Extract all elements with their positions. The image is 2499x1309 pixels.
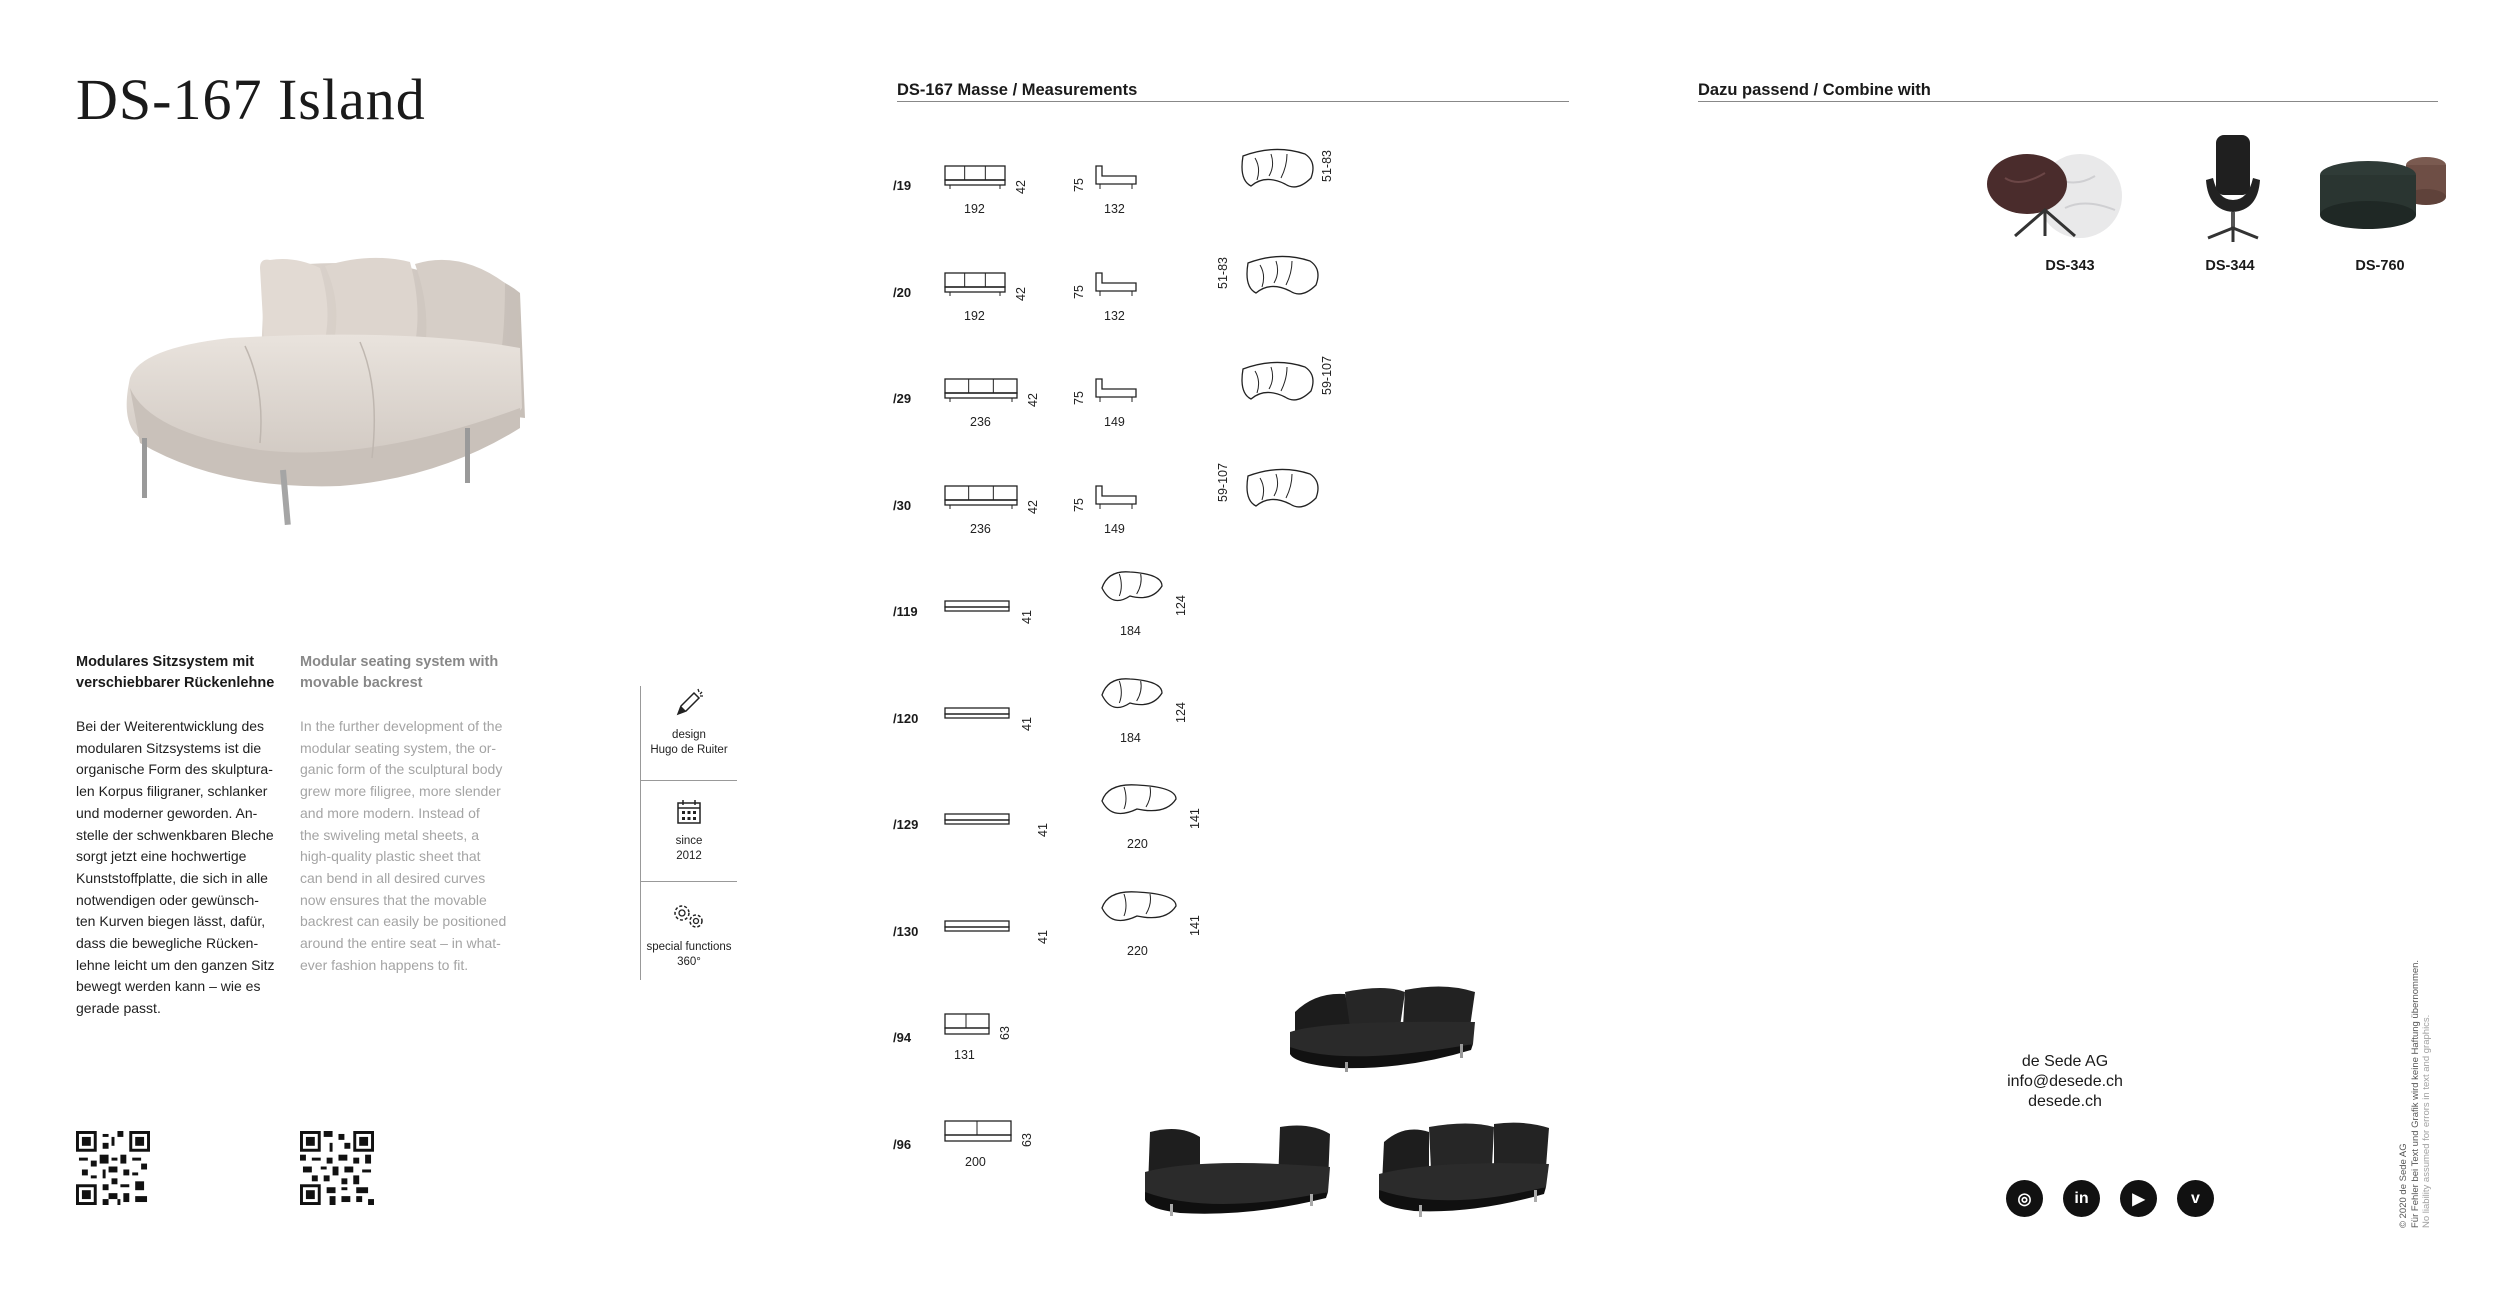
- side-view-drawing: [1092, 482, 1140, 510]
- front-view-drawing: [944, 484, 1018, 510]
- row-code: /119: [893, 604, 918, 619]
- plan-depth-dim: 124: [1174, 595, 1188, 616]
- plan-width-dim: 184: [1120, 624, 1141, 638]
- plan-width-dim: 184: [1120, 730, 1141, 745]
- plan-view-drawing: [1235, 357, 1319, 417]
- side-view-drawing: [1092, 162, 1140, 190]
- front-height-dim: 42: [1026, 393, 1040, 407]
- disclaimer-de: Für Fehler bei Text und Grafik wird keine Haftung übernommen.: [2409, 959, 2421, 1228]
- en-text: In the further development of the modular seating system, the or- ganic form of the sculptural body grew more filigree, more slender and more modern. Instead of the swiveling metal sheets, a high-quality plastic sheet that can bend in all desired curves now ensures that the movable backrest can easily be positioned around the entire seat – in what- ever fashion happens to fit.: [300, 718, 507, 973]
- front-width-dim: 200: [965, 1154, 986, 1169]
- fact-divider: [641, 881, 737, 882]
- fact-design: [641, 686, 737, 758]
- youtube-icon[interactable]: ▶: [2120, 1180, 2157, 1217]
- product-label-ds344[interactable]: DS-344: [2205, 258, 2255, 274]
- combine-rule: [1698, 101, 2438, 102]
- side-depth-dim: 132: [1104, 202, 1125, 216]
- qr-code-en[interactable]: [300, 1131, 374, 1205]
- front-height-dim: 42: [1014, 180, 1028, 194]
- plan-depth-dim: 59-107: [1320, 356, 1334, 395]
- front-width-dim: 236: [970, 521, 991, 536]
- measurements-rule: [897, 101, 1569, 102]
- qr-code-de[interactable]: [76, 1131, 150, 1205]
- company-name: de Sede AG: [2021, 1053, 2109, 1070]
- product-image-ds344[interactable]: [2198, 130, 2268, 245]
- side-height-dim: 75: [1072, 178, 1086, 192]
- front-height-dim: 63: [998, 1026, 1012, 1040]
- plan-width-dim: 220: [1127, 837, 1148, 851]
- front-height-dim: 63: [1020, 1132, 1034, 1147]
- plan-view-drawing: [1240, 251, 1324, 311]
- en-heading: Modular seating system with movable backrest: [300, 654, 499, 691]
- side-view-drawing: [1092, 269, 1140, 297]
- front-height-dim: 41: [1020, 716, 1034, 731]
- plan-depth-dim: 141: [1188, 914, 1202, 936]
- copyright: © 2020 de Sede AG: [2398, 1143, 2409, 1228]
- row-code: /29: [893, 391, 912, 406]
- fact-special: [641, 900, 737, 970]
- front-view-drawing: [944, 1119, 1012, 1145]
- linkedin-icon[interactable]: in: [2063, 1180, 2100, 1217]
- combine-heading: Dazu passend / Combine with: [1698, 81, 1931, 99]
- side-height-dim: 75: [1072, 391, 1086, 405]
- side-depth-dim: 149: [1104, 415, 1125, 429]
- fact-special-line1: special functions: [646, 941, 732, 953]
- fact-since: [641, 798, 737, 864]
- row-code: /30: [893, 497, 912, 513]
- plan-width-dim: 220: [1127, 943, 1148, 958]
- side-depth-dim: 132: [1104, 308, 1125, 323]
- website-link[interactable]: desede.ch: [2028, 1093, 2102, 1110]
- side-height-dim: 75: [1072, 497, 1086, 512]
- fact-divider: [641, 780, 737, 781]
- calendar-icon: [675, 798, 703, 826]
- plan-view-drawing: [1098, 781, 1180, 833]
- row-code: /94: [893, 1030, 912, 1045]
- instagram-icon[interactable]: ◎: [2006, 1180, 2043, 1217]
- fact-since-line1: since: [675, 835, 703, 847]
- front-view-drawing: [944, 271, 1006, 297]
- front-width-dim: 236: [970, 415, 991, 429]
- plan-depth-dim: 51-83: [1320, 150, 1334, 182]
- gears-icon: [669, 900, 709, 932]
- front-width-dim: 192: [964, 202, 985, 216]
- plan-depth-dim: 141: [1188, 808, 1202, 829]
- photo-sofa-96-a: [1140, 1112, 1335, 1217]
- plan-view-drawing: [1098, 675, 1166, 727]
- front-view-drawing: [944, 811, 1014, 827]
- de-heading: Modulares Sitzsystem mit verschiebbarer Rückenlehne: [76, 654, 275, 691]
- front-width-dim: 192: [964, 308, 985, 323]
- photo-sofa-96-b: [1374, 1112, 1554, 1217]
- facts-panel: [640, 686, 737, 980]
- product-image-ds343[interactable]: [1985, 148, 2135, 243]
- side-height-dim: 75: [1072, 284, 1086, 299]
- photo-sofa-94: [1285, 972, 1485, 1072]
- email-link[interactable]: info@desede.ch: [2007, 1073, 2123, 1090]
- plan-view-drawing: [1098, 568, 1166, 620]
- plan-depth-dim: 51-83: [1216, 256, 1230, 289]
- hero-sofa-image: [110, 238, 630, 528]
- front-view-drawing: [944, 377, 1018, 403]
- plan-view-drawing: [1240, 464, 1324, 524]
- product-label-ds343[interactable]: DS-343: [2045, 258, 2095, 274]
- contact-block: [1950, 1052, 2180, 1112]
- row-code: /129: [893, 817, 919, 832]
- front-view-drawing: [944, 598, 1014, 614]
- fact-special-line2: 360°: [677, 956, 701, 968]
- legal-notice: [2398, 960, 2433, 1228]
- front-height-dim: 41: [1036, 929, 1050, 944]
- row-code: /19: [893, 178, 912, 193]
- row-code: /96: [893, 1136, 912, 1152]
- plan-view-drawing: [1235, 144, 1319, 204]
- product-image-ds760[interactable]: [2318, 145, 2448, 235]
- vimeo-icon[interactable]: v: [2177, 1180, 2214, 1217]
- plan-depth-dim: 59-107: [1216, 462, 1230, 502]
- plan-view-drawing: [1098, 888, 1180, 940]
- row-code: /130: [893, 923, 919, 939]
- fact-design-line1: design: [672, 729, 706, 741]
- row-code: /120: [893, 710, 919, 726]
- front-view-drawing: [944, 918, 1014, 934]
- side-depth-dim: 149: [1104, 521, 1125, 536]
- measurements-heading: DS-167 Masse / Measurements: [897, 81, 1138, 99]
- product-label-ds760[interactable]: DS-760: [2355, 258, 2405, 274]
- pen-icon: [672, 686, 706, 720]
- front-height-dim: 42: [1026, 499, 1040, 514]
- side-view-drawing: [1092, 375, 1140, 403]
- front-height-dim: 41: [1036, 823, 1050, 837]
- front-width-dim: 131: [954, 1048, 975, 1062]
- front-view-drawing: [944, 1012, 990, 1038]
- disclaimer-en: No liability assumed for errors in text and graphics.: [2421, 1014, 2432, 1228]
- fact-design-line2: Hugo de Ruiter: [650, 744, 728, 756]
- de-text: Bei der Weiterentwicklung des modularen Sitzsystems ist die organische Form des skulptura- len Korpus filigraner, schlanker und moderner geworden. An- stelle der schwenkbaren Bleche sorgt jetzt eine hochwertige Kunststoffplatte, die sich in alle notwendigen oder gewünsch- ten Kurven biegen lässt, dafür, dass die bewegliche Rücken- lehne leicht um den ganzen Sitz bewegt werden kann – wie es gerade passt.: [76, 718, 275, 1017]
- front-view-drawing: [944, 705, 1014, 721]
- row-code: /20: [893, 284, 912, 300]
- plan-depth-dim: 124: [1174, 701, 1188, 723]
- front-height-dim: 41: [1020, 610, 1034, 624]
- front-height-dim: 42: [1014, 286, 1028, 301]
- page-title: DS-167 Island: [76, 67, 426, 132]
- front-view-drawing: [944, 164, 1006, 190]
- fact-since-line2: 2012: [676, 850, 702, 862]
